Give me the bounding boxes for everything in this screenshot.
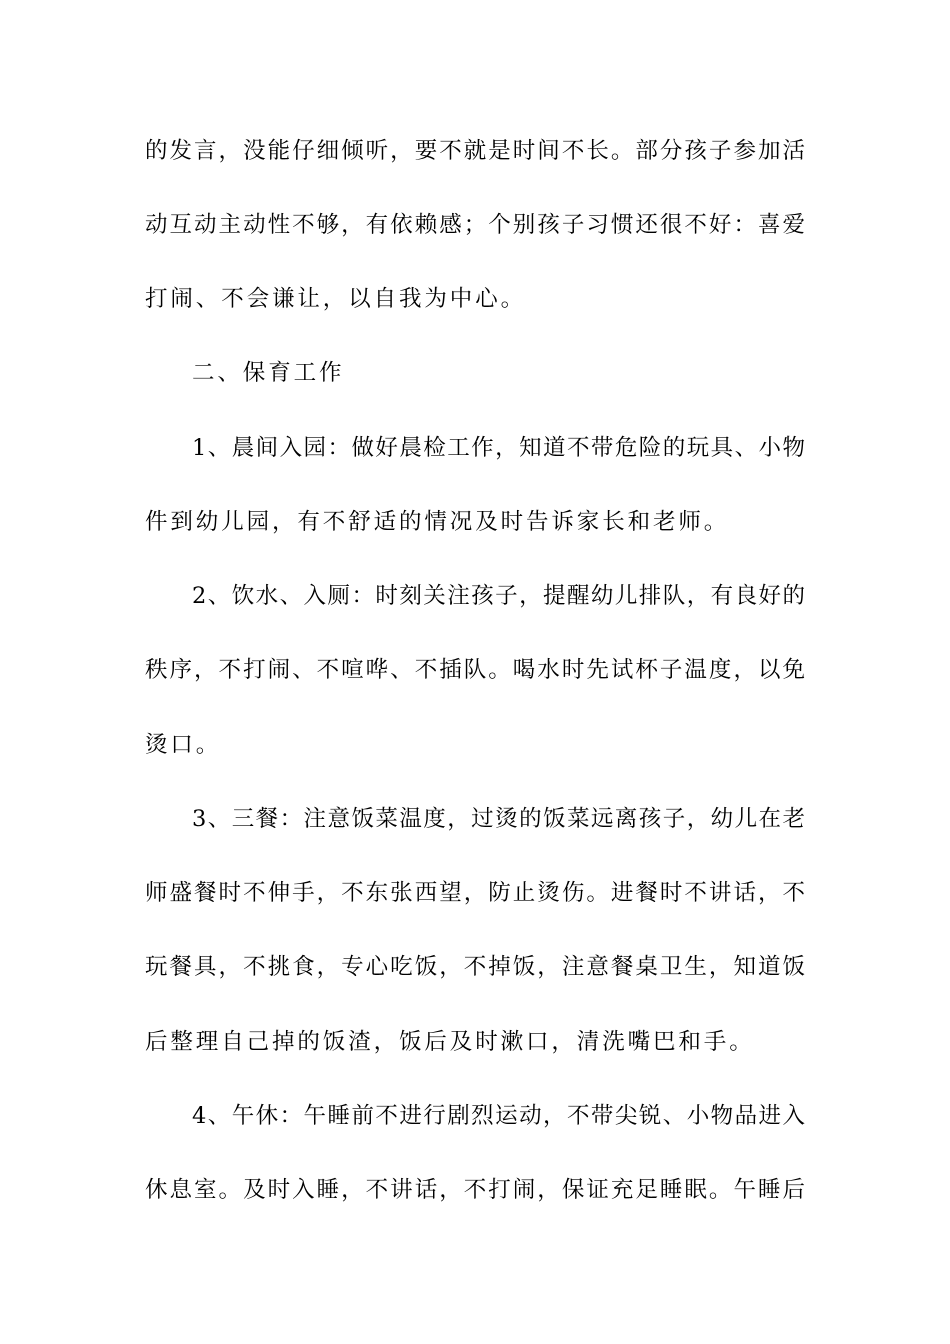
text-line: 休息室。及时入睡，不讲话，不打闹，保证充足睡眠。午睡后 (145, 1177, 805, 1203)
text-line: 4、午休：午睡前不进行剧烈运动，不带尖锐、小物品进入 (192, 1103, 805, 1129)
text-line: 玩餐具，不挑食，专心吃饭，不掉饭，注意餐桌卫生，知道饭 (145, 954, 805, 980)
section-heading: 二、保育工作 (192, 360, 345, 386)
text-line: 打闹、不会谦让，以自我为中心。 (145, 286, 527, 312)
text-line: 师盛餐时不伸手，不东张西望，防止烫伤。进餐时不讲话，不 (145, 880, 805, 906)
text-line: 件到幼儿园，有不舒适的情况及时告诉家长和老师。 (145, 509, 730, 535)
text-line: 2、饮水、入厕：时刻关注孩子，提醒幼儿排队，有良好的 (192, 583, 805, 609)
text-line: 烫口。 (145, 732, 222, 758)
text-line: 1、晨间入园：做好晨检工作，知道不带危险的玩具、小物 (192, 435, 805, 461)
text-line: 的发言，没能仔细倾听，要不就是时间不长。部分孩子参加活 (145, 138, 805, 164)
text-line: 动互动主动性不够，有依赖感；个别孩子习惯还很不好：喜爱 (145, 212, 805, 238)
text-line: 后整理自己掉的饭渣，饭后及时漱口，清洗嘴巴和手。 (145, 1029, 755, 1055)
text-line: 秩序，不打闹、不喧哗、不插队。喝水时先试杯子温度，以免 (145, 657, 805, 683)
text-line: 3、三餐：注意饭菜温度，过烫的饭菜远离孩子，幼儿在老 (192, 806, 805, 832)
